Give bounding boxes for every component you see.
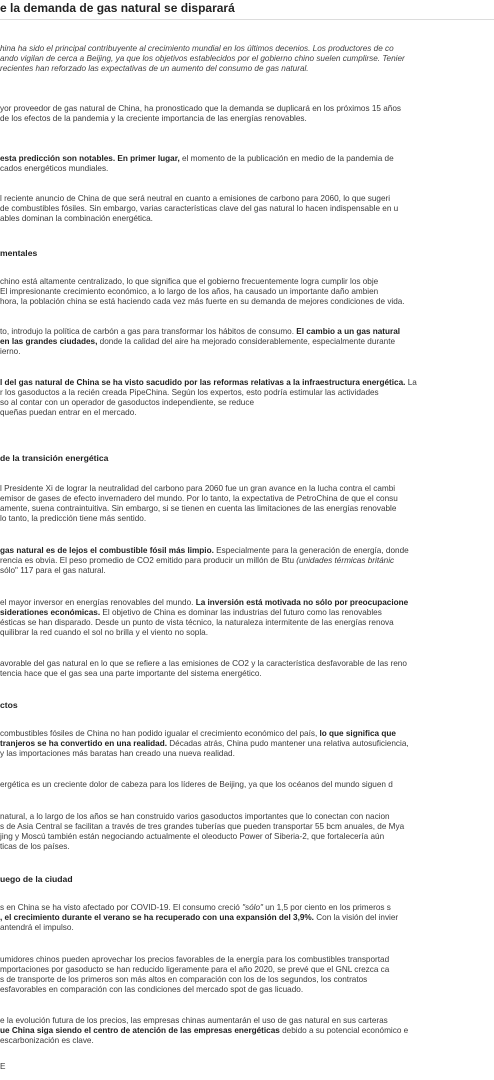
paragraph-line: emisor de gases de efecto invernadero del mundo. Por lo tanto, la expectativa de PetroChina de que el consu bbox=[0, 494, 398, 503]
text: La bbox=[405, 378, 417, 387]
bold-text: La inversión está motivada no sólo por preocupacione bbox=[195, 598, 409, 607]
paragraph-line: mportaciones por gasoducto se han reducido ligeramente para el año 2020, se prevé que el GNL crezca ca bbox=[0, 965, 390, 974]
bold-text: tranjeros se ha convertido en una realidad. bbox=[0, 739, 167, 748]
paragraph-line bbox=[0, 378, 417, 388]
paragraph-line: s de transporte de los primeros son más altos en comparación con los de los segundos, los contratos bbox=[0, 975, 368, 984]
paragraph-line: jing y Moscú también están negociando actualmente el oleoducto Power of Siberia-2, que fortalecería aún bbox=[0, 832, 385, 841]
paragraph-line: s de Asia Central se facilitan a través de tres grandes tuberías que pueden transportar 55 bcm anuales, de Mya bbox=[0, 822, 405, 831]
bold-text: , el crecimiento durante el verano se ha recuperado con una expansión del 3,9%. bbox=[0, 913, 314, 922]
bold-text: gas natural es de lejos el combustible fósil más limpio. bbox=[0, 546, 214, 555]
intro-line: hina ha sido el principal contribuyente al crecimiento mundial en los últimos decenios. Los productores de co bbox=[0, 44, 394, 53]
paragraph-line bbox=[0, 729, 396, 739]
text: el mayor inversor en energías renovables del mundo. bbox=[0, 598, 196, 607]
article-title: e la demanda de gas natural se disparará bbox=[0, 1, 235, 15]
paragraph-line: l Presidente Xi de lograr la neutralidad del carbono para 2060 fue un gran avance en la lucha contra el cambi bbox=[0, 484, 396, 493]
text: rencia es obvia. El peso promedio de CO2 emitido para producir un millón de Btu bbox=[0, 556, 297, 565]
paragraph-line bbox=[0, 337, 395, 347]
paragraph-line: ergética es un creciente dolor de cabeza para los líderes de Beijing, ya que los océanos del mundo siguen d bbox=[0, 780, 393, 789]
paragraph-line: chino está altamente centralizado, lo que significa que el gobierno frecuentemente logra cumplir los obje bbox=[0, 277, 379, 286]
section-heading: mentales bbox=[0, 248, 38, 258]
title-divider bbox=[0, 19, 494, 20]
paragraph-line: de combustibles fósiles. Sin embargo, varias características clave del gas natural lo hacen indispensable en u bbox=[0, 204, 399, 213]
paragraph-line bbox=[0, 913, 398, 923]
paragraph-line: avorable del gas natural en lo que se refiere a las emisiones de CO2 y la característica desfavorable de las reno bbox=[0, 659, 407, 668]
paragraph-line: ticas de los países. bbox=[0, 842, 70, 851]
text: el momento de la publicación en medio de la pandemia de bbox=[179, 154, 394, 163]
paragraph-line: ésticas se han disparado. Desde un punto de vista técnico, la naturaleza intermitente de las energías renova bbox=[0, 618, 394, 627]
paragraph-line: de los efectos de la pandemia y la creciente importancia de las energías renovables. bbox=[0, 114, 307, 123]
section-heading: ctos bbox=[0, 700, 18, 710]
paragraph-line: cados energéticos mundiales. bbox=[0, 164, 109, 173]
text: s en China se ha visto afectado por COVID-19. El consumo creció bbox=[0, 903, 243, 912]
paragraph-line bbox=[0, 1026, 408, 1036]
italic-text: "sólo" bbox=[242, 903, 263, 912]
paragraph-line bbox=[0, 903, 391, 913]
paragraph-line: l reciente anuncio de China de que será neutral en cuanto a emisiones de carbono para 2060, lo que sugeri bbox=[0, 194, 391, 203]
bold-text: ue China siga siendo el centro de atención de las empresas energéticas bbox=[0, 1026, 280, 1035]
paragraph-line: antendrá el impulso. bbox=[0, 923, 74, 932]
paragraph-line: escarbonización es clave. bbox=[0, 1036, 94, 1045]
intro-line: recientes han reforzado las expectativas de un aumento del consumo de gas natural. bbox=[0, 64, 309, 73]
bold-text: El cambio a un gas natural bbox=[294, 327, 401, 336]
text: Especialmente para la generación de energía, donde bbox=[213, 546, 409, 555]
paragraph-line: e la evolución futura de los precios, las empresas chinas aumentarán el uso de gas natural en sus carteras bbox=[0, 1016, 388, 1025]
paragraph-line: so al contar con un operador de gasoductos independiente, se reduce bbox=[0, 398, 254, 407]
section-heading: uego de la ciudad bbox=[0, 874, 73, 884]
paragraph-line: y las importaciones más baratas han creado una nueva realidad. bbox=[0, 749, 235, 758]
text: donde la calidad del aire ha mejorado considerablemente, especialmente durante bbox=[97, 337, 396, 346]
text: Con la visión del invier bbox=[313, 913, 399, 922]
text: combustibles fósiles de China no han podido igualar el crecimiento económico del país, bbox=[0, 729, 320, 738]
paragraph-line: amente, suena contraintuitiva. Sin embargo, si se tienen en cuenta las limitaciones de las energías renovable bbox=[0, 504, 397, 513]
paragraph-line bbox=[0, 739, 409, 749]
paragraph-line: quilibrar la red cuando el sol no brilla y el viento no sopla. bbox=[0, 628, 208, 637]
paragraph-line: ierno. bbox=[0, 347, 21, 356]
bold-text: l del gas natural de China se ha visto sacudido por las reformas relativas a la infraestructura energética. bbox=[0, 378, 406, 387]
paragraph-line: sólo" 117 para el gas natural. bbox=[0, 566, 106, 575]
paragraph-line bbox=[0, 327, 400, 337]
paragraph-line: yor proveedor de gas natural de China, ha pronosticado que la demanda se duplicará en los próximos 15 años bbox=[0, 104, 401, 113]
intro-line: ando vigilan de cerca a Beijing, ya que los objetivos establecidos por el gobierno chino suelen cumplirse. Tenier bbox=[0, 54, 405, 63]
paragraph-line: r los gasoductos a la recién creada PipeChina. Según los expertos, esto podría estimular las actividades bbox=[0, 388, 379, 397]
text: to, introdujo la política de carbón a gas para transformar los hábitos de consumo. bbox=[0, 327, 295, 336]
bold-text: en las grandes ciudades, bbox=[0, 337, 98, 346]
text: Décadas atrás, China pudo mantener una relativa autosuficiencia, bbox=[166, 739, 409, 748]
paragraph-line bbox=[0, 154, 394, 164]
section-heading: de la transición energética bbox=[0, 453, 109, 463]
bold-text: lo que significa que bbox=[319, 729, 396, 738]
italic-text: (unidades térmicas británic bbox=[296, 556, 395, 565]
bold-text: esta predicción son notables. En primer lugar, bbox=[0, 154, 180, 163]
paragraph-line: natural, a lo largo de los años se han construido varios gasoductos importantes que lo conectan con nacion bbox=[0, 812, 390, 821]
paragraph-line: tencia hace que el gas sea una parte importante del sistema energético. bbox=[0, 669, 262, 678]
paragraph-line bbox=[0, 608, 382, 618]
bold-text: siderationes económicas. bbox=[0, 608, 101, 617]
paragraph-line bbox=[0, 598, 408, 608]
paragraph-line: lo tanto, la predicción tiene más sentido. bbox=[0, 514, 147, 523]
text: un 1,5 por ciento en los primeros s bbox=[262, 903, 391, 912]
footer-fragment: E bbox=[0, 1062, 6, 1071]
paragraph-line bbox=[0, 546, 409, 556]
paragraph-line: hora, la población china se está haciendo cada vez más fuerte en su demanda de mejores condiciones de vida. bbox=[0, 297, 405, 306]
text: El objetivo de China es dominar las industrias del futuro como las renovables bbox=[100, 608, 382, 617]
paragraph-line: queñas puedan entrar en el mercado. bbox=[0, 408, 137, 417]
paragraph-line: umidores chinos pueden aprovechar los precios favorables de la energía para los combustibles transportad bbox=[0, 955, 390, 964]
paragraph-line: ables dominan la combinación energética. bbox=[0, 214, 153, 223]
paragraph-line: El impresionante crecimiento económico, a lo largo de los años, ha causado un importante daño ambien bbox=[0, 287, 379, 296]
text: debido a su potencial económico e bbox=[279, 1026, 409, 1035]
paragraph-line bbox=[0, 556, 394, 566]
paragraph-line: esfavorables en comparación con las condiciones del mercado spot de gas licuado. bbox=[0, 985, 304, 994]
